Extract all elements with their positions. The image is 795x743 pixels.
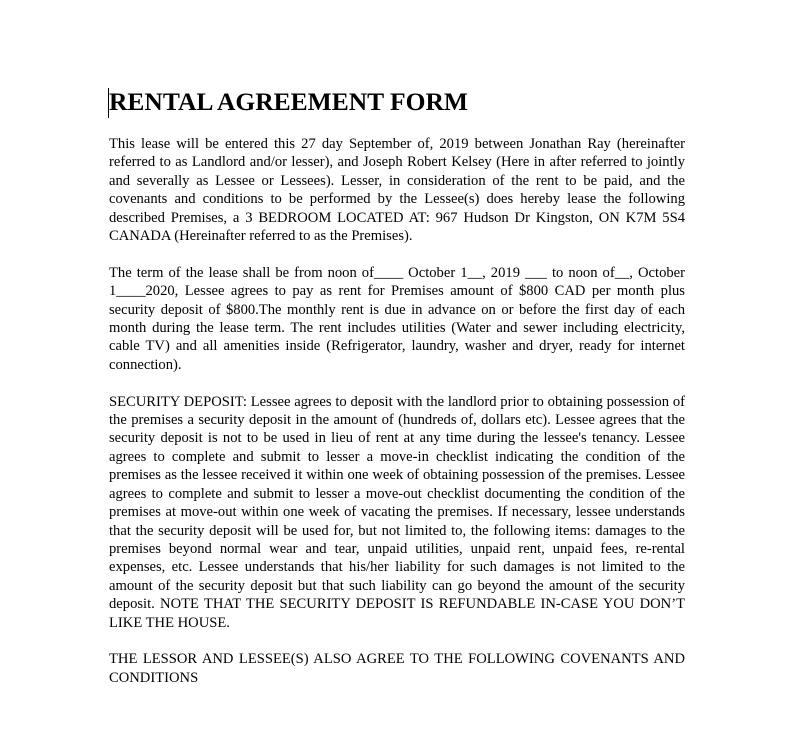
lease-term-paragraph: The term of the lease shall be from noon of____ October 1__, 2019 ___ to noon of__, October 1____2020, Lessee agrees to pay as rent for Premises amount of $800 CAD per month plus security deposit of $800.The monthly rent is due in advance on or before the first day of each month during the lease term. The rent includes utilities (Water and sewer including electricity, cable TV) and all amenities inside (Refrigerator, laundry, washer and dryer, ready for internet connection). [109,264,685,373]
covenants-heading-paragraph: THE LESSOR AND LESSEE(S) ALSO AGREE TO THE FOLLOWING COVENANTS AND CONDITIONS [109,651,685,686]
security-deposit-paragraph: SECURITY DEPOSIT: Lessee agrees to deposit with the landlord prior to obtaining possession of the premises a security deposit in the amount of (hundreds of, dollars etc). Lessee agrees that the security deposit is not to be used in lieu of rent at any time during the lessee's tenancy. Lessee agrees to complete and submit to lesser a move-in checklist indicating the condition of the premises as the lessee received it within one week of obtaining possession of the premises. Lessee agrees to complete and submit to lesser a move-out checklist documenting the condition of the premises at move-out within one week of vacating the premises. If necessary, lessee understands that the security deposit will be used for, but not limited to, the following items: damages to the premises beyond normal wear and tear, unpaid utilities, unpaid rent, unpaid fees, re-rental expenses, etc. Lessee understands that his/her liability for such damages is not limited to the amount of the security deposit but that such liability can go beyond the amount of the security deposit. NOTE THAT THE SECURITY DEPOSIT IS REFUNDABLE IN-CASE YOU DON’T LIKE THE HOUSE. [109,393,685,631]
text-cursor [108,88,109,118]
intro-paragraph: This lease will be entered this 27 day September of, 2019 between Jonathan Ray (hereinafter referred to as Landlord and/or lesser), and Joseph Robert Kelsey (Here in after referred to jointly and severally as Lessee or Lessees). Lesser, in consideration of the rent to be paid, and the covenants and conditions to be performed by the Lessee(s) does hereby lease the following described Premises, a 3 BEDROOM LOCATED AT: 967 Hudson Dr Kingston, ON K7M 5S4 CANADA (Hereinafter referred to as the Premises). [109,136,685,245]
title-container [109,86,685,118]
document-page [109,86,685,687]
document-title: RENTAL AGREEMENT FORM [109,87,468,116]
